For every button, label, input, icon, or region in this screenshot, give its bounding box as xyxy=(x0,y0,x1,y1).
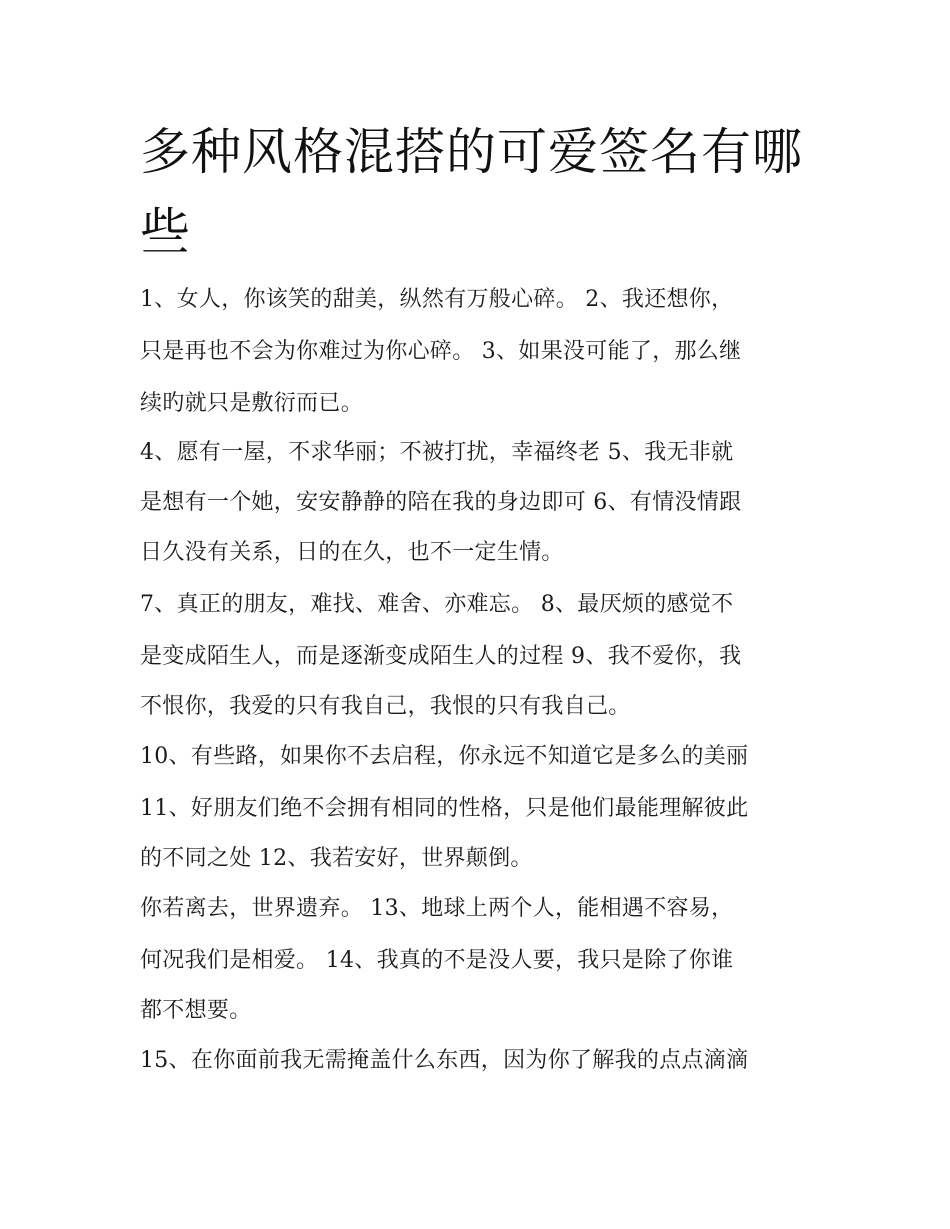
text-line: 日久没有关系，日的在久，也不一定生情。 xyxy=(140,540,564,565)
page-title xyxy=(140,112,820,272)
title-line-1: 多种风格混搭的可爱签名有哪 xyxy=(140,123,803,181)
text-line: 只是再也不会为你难过为你心碎。 3、如果没可能了，那么继 xyxy=(140,339,742,364)
text-line: 你若离去，世界遗弃。 13、地球上两个人，能相遇不容易， xyxy=(140,896,734,921)
text-line: 都不想要。 xyxy=(140,998,252,1023)
text-line: 何况我们是相爱。 14、我真的不是没人要，我只是除了你谁 xyxy=(140,948,734,973)
text-line: 10、有些路，如果你不去启程，你永远不知道它是多么的美丽 xyxy=(140,744,749,769)
text-line: 是想有一个她，安安静静的陪在我的身边即可 6、有情没情跟 xyxy=(140,490,742,515)
text-line: 1、女人，你该笑的甜美，纵然有万般心碎。 2、我还想你， xyxy=(140,287,734,312)
title-line-2: 些 xyxy=(140,203,191,261)
text-line: 续旳就只是敷衍而已。 xyxy=(140,391,364,416)
text-line: 15、在你面前我无需掩盖什么东西，因为你了解我的点点滴滴 xyxy=(140,1048,749,1073)
text-line: 的不同之处 12、我若安好，世界颠倒。 xyxy=(140,846,533,871)
text-line: 7、真正的朋友，难找、难舍、亦难忘。 8、最厌烦的感觉不 xyxy=(140,592,734,617)
text-line: 4、愿有一屋，不求华丽；不被打扰，幸福终老 5、我无非就 xyxy=(140,440,734,465)
text-line: 11、好朋友们绝不会拥有相同的性格，只是他们最能理解彼此 xyxy=(140,796,749,821)
text-line: 不恨你，我爱的只有我自己，我恨的只有我自己。 xyxy=(140,694,631,719)
text-line: 是变成陌生人，而是逐渐变成陌生人的过程 9、我不爱你，我 xyxy=(140,644,742,669)
